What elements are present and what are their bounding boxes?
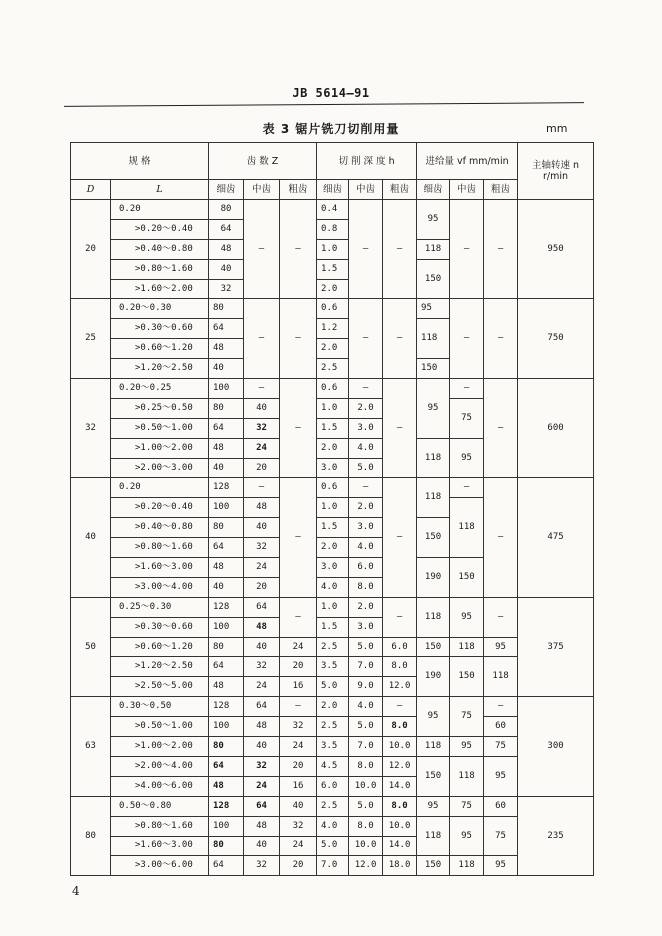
table-cell: >2.50～5.00 — [111, 677, 209, 697]
table-cell: — — [383, 200, 417, 299]
table-cell: 0.20 — [111, 200, 209, 220]
page-number: 4 — [72, 884, 80, 898]
table-cell: >0.50～1.00 — [111, 418, 209, 438]
table-cell: — — [450, 379, 484, 399]
table-cell: — — [383, 478, 417, 597]
spindle-speed-header: 主轴转速 n r/min — [518, 143, 594, 200]
table-cell: 100 — [209, 717, 244, 737]
table-cell: 2.5 — [317, 717, 349, 737]
table-cell: >0.30～0.60 — [111, 617, 209, 637]
table-cell: 95 — [417, 299, 450, 319]
table-cell: 118 — [450, 856, 484, 876]
table-cell: 95 — [484, 637, 518, 657]
table-cell: 10.0 — [383, 737, 417, 757]
table-cell: 118 — [417, 597, 450, 637]
table-cell: 100 — [209, 816, 244, 836]
table-cell: 5.0 — [349, 796, 383, 816]
table-cell: 300 — [518, 697, 594, 796]
table-cell: — — [484, 379, 518, 478]
table-cell: — — [349, 299, 383, 379]
table-row — [71, 200, 594, 220]
table-cell: 0.6 — [317, 379, 349, 399]
table-row — [71, 697, 594, 717]
table-cell: >0.80～1.60 — [111, 259, 209, 279]
table-cell: — — [484, 597, 518, 637]
table-cell: 32 — [280, 816, 317, 836]
table-cell: 2.5 — [317, 637, 349, 657]
table-cell: 24 — [280, 737, 317, 757]
table-cell: 8.0 — [349, 577, 383, 597]
table-cell: 32 — [244, 856, 280, 876]
table-cell: 24 — [280, 637, 317, 657]
table-cell: 10.0 — [349, 776, 383, 796]
table-row — [71, 637, 594, 657]
table-cell: 40 — [244, 836, 280, 856]
table-cell: 95 — [450, 597, 484, 637]
teeth-medium-header: 中齿 — [244, 180, 280, 200]
table-cell: 128 — [209, 478, 244, 498]
table-cell: 0.6 — [317, 478, 349, 498]
table-cell: 10.0 — [383, 816, 417, 836]
table-cell: 600 — [518, 379, 594, 478]
depth-fine-header: 细齿 — [317, 180, 349, 200]
table-cell: 48 — [209, 677, 244, 697]
table-cell: 14.0 — [383, 836, 417, 856]
table-cell: 24 — [280, 836, 317, 856]
table-cell: 5.0 — [349, 717, 383, 737]
table-cell: — — [280, 200, 317, 299]
unit-label: mm — [546, 122, 568, 135]
table-cell: 150 — [417, 756, 450, 796]
table-cell: 1.5 — [317, 518, 349, 538]
table-row — [71, 597, 594, 617]
table-cell: 24 — [244, 776, 280, 796]
table-cell: 4.0 — [349, 538, 383, 558]
table-cell: — — [349, 478, 383, 498]
table-cell: >2.00～4.00 — [111, 756, 209, 776]
table-cell: 12.0 — [383, 677, 417, 697]
table-cell: 20 — [280, 657, 317, 677]
table-cell: 64 — [244, 796, 280, 816]
table-cell: 14.0 — [383, 776, 417, 796]
table-cell: 32 — [244, 418, 280, 438]
table-cell: 128 — [209, 597, 244, 617]
table-cell: >1.00～2.00 — [111, 438, 209, 458]
table-cell: 150 — [417, 259, 450, 299]
table-cell: >1.60～3.00 — [111, 558, 209, 578]
table-cell: 80 — [209, 737, 244, 757]
table-cell: 3.0 — [349, 418, 383, 438]
table-cell: 40 — [280, 796, 317, 816]
cutting-parameters-table — [70, 142, 594, 876]
table-cell: 64 — [209, 538, 244, 558]
table-cell: 0.20～0.25 — [111, 379, 209, 399]
table-row — [71, 816, 594, 836]
table-cell: 20 — [280, 856, 317, 876]
teeth-coarse-header: 粗齿 — [280, 180, 317, 200]
table-cell: 48 — [244, 498, 280, 518]
table-cell: 0.30～0.50 — [111, 697, 209, 717]
feed-coarse-header: 粗齿 — [484, 180, 518, 200]
table-cell: >0.80～1.60 — [111, 816, 209, 836]
table-caption: 表 3 锯片铣刀切削用量 — [262, 122, 400, 136]
table-cell: 3.5 — [317, 657, 349, 677]
table-cell: — — [450, 299, 484, 379]
table-cell: — — [484, 200, 518, 299]
table-cell: 7.0 — [317, 856, 349, 876]
table-cell: 32 — [71, 379, 111, 478]
table-cell: 2.0 — [349, 597, 383, 617]
table-cell: >1.60～3.00 — [111, 836, 209, 856]
table-cell: 40 — [209, 359, 244, 379]
table-cell: 48 — [209, 438, 244, 458]
table-cell: 95 — [450, 737, 484, 757]
table-cell: >3.00～6.00 — [111, 856, 209, 876]
table-cell: 118 — [417, 319, 450, 359]
table-cell: — — [383, 379, 417, 478]
table-cell: — — [383, 597, 417, 637]
table-cell: 2.0 — [317, 339, 349, 359]
table-cell: 5.0 — [317, 836, 349, 856]
table-cell: 20 — [280, 756, 317, 776]
table-cell: >0.50～1.00 — [111, 717, 209, 737]
table-cell: 1.0 — [317, 597, 349, 617]
table-cell: >1.20～2.50 — [111, 359, 209, 379]
table-cell: 64 — [209, 856, 244, 876]
table-cell: — — [383, 697, 417, 717]
table-cell: 40 — [244, 637, 280, 657]
table-cell: 75 — [450, 398, 484, 438]
table-cell: 32 — [244, 538, 280, 558]
table-cell: 5.0 — [317, 677, 349, 697]
table-cell: 750 — [518, 299, 594, 379]
table-cell: — — [280, 299, 317, 379]
table-cell: 6.0 — [317, 776, 349, 796]
table-cell: 40 — [244, 398, 280, 418]
table-cell: 5.0 — [349, 458, 383, 478]
table-cell: 190 — [417, 558, 450, 598]
table-cell: >3.00～4.00 — [111, 577, 209, 597]
table-cell: 40 — [209, 458, 244, 478]
table-cell: 118 — [417, 239, 450, 259]
table-cell: 20 — [244, 458, 280, 478]
table-cell: 40 — [209, 577, 244, 597]
table-cell: 75 — [484, 816, 518, 856]
table-cell: 60 — [484, 717, 518, 737]
spec-header: 规 格 — [71, 143, 209, 180]
table-cell: 48 — [209, 339, 244, 359]
table-cell: 95 — [417, 379, 450, 439]
teeth-fine-header: 细齿 — [209, 180, 244, 200]
table-cell: 95 — [417, 200, 450, 240]
table-cell: 80 — [71, 796, 111, 876]
table-cell: 24 — [244, 677, 280, 697]
diameter-header: D — [71, 180, 111, 200]
table-cell: — — [244, 379, 280, 399]
table-cell: 80 — [209, 518, 244, 538]
table-cell: 150 — [450, 558, 484, 598]
table-cell: 3.5 — [317, 737, 349, 757]
table-cell: 2.5 — [317, 359, 349, 379]
table-row — [71, 796, 594, 816]
table-cell: 235 — [518, 796, 594, 876]
table-cell: 0.20 — [111, 478, 209, 498]
table-cell: 32 — [244, 756, 280, 776]
table-cell: 100 — [209, 617, 244, 637]
table-cell: 64 — [209, 319, 244, 339]
table-cell: 24 — [244, 438, 280, 458]
table-cell: 2.0 — [349, 498, 383, 518]
table-cell: 3.0 — [317, 458, 349, 478]
table-cell: 95 — [484, 856, 518, 876]
table-cell: 80 — [209, 836, 244, 856]
table-cell: 95 — [450, 438, 484, 478]
table-row — [71, 737, 594, 757]
table-cell: 4.0 — [317, 577, 349, 597]
width-header: L — [111, 180, 209, 200]
table-cell: 75 — [484, 737, 518, 757]
table-cell: 64 — [209, 219, 244, 239]
cutting-depth-header: 切 削 深 度 h — [317, 143, 417, 180]
table-cell: 2.0 — [317, 538, 349, 558]
table-cell: 16 — [280, 677, 317, 697]
table-cell: >0.20～0.40 — [111, 498, 209, 518]
table-cell: 150 — [417, 518, 450, 558]
table-cell: — — [280, 597, 317, 637]
table-cell: 3.0 — [349, 518, 383, 538]
table-cell: 118 — [417, 737, 450, 757]
table-cell: 0.25～0.30 — [111, 597, 209, 617]
depth-medium-header: 中齿 — [349, 180, 383, 200]
depth-coarse-header: 粗齿 — [383, 180, 417, 200]
table-cell: 3.0 — [349, 617, 383, 637]
table-cell: 1.0 — [317, 398, 349, 418]
table-cell: 1.2 — [317, 319, 349, 339]
table-cell: 118 — [450, 637, 484, 657]
table-cell: — — [383, 299, 417, 379]
table-cell: — — [349, 200, 383, 299]
table-cell: 100 — [209, 379, 244, 399]
table-row — [71, 756, 594, 776]
table-cell: 9.0 — [349, 677, 383, 697]
table-cell: 118 — [417, 816, 450, 856]
table-cell: >0.60～1.20 — [111, 339, 209, 359]
table-cell: 64 — [209, 418, 244, 438]
table-cell: 95 — [484, 756, 518, 796]
table-cell: 2.0 — [317, 438, 349, 458]
table-cell: 20 — [71, 200, 111, 299]
table-cell: 32 — [244, 657, 280, 677]
table-cell: >0.25～0.50 — [111, 398, 209, 418]
table-cell: 80 — [209, 299, 244, 319]
table-cell: 4.5 — [317, 756, 349, 776]
table-cell: 95 — [417, 697, 450, 737]
table-cell: 150 — [417, 637, 450, 657]
table-cell: 8.0 — [383, 657, 417, 677]
table-cell: 48 — [209, 239, 244, 259]
table-cell: 63 — [71, 697, 111, 796]
table-cell: 118 — [417, 438, 450, 478]
table-cell: 95 — [450, 816, 484, 856]
table-row — [71, 299, 594, 319]
table-cell: — — [244, 299, 280, 379]
table-cell: 128 — [209, 697, 244, 717]
table-cell: 375 — [518, 597, 594, 696]
table-cell: >0.20～0.40 — [111, 219, 209, 239]
table-cell: 48 — [244, 617, 280, 637]
table-cell: 1.5 — [317, 418, 349, 438]
table-cell: 6.0 — [383, 637, 417, 657]
table-cell: 150 — [417, 856, 450, 876]
table-cell: 18.0 — [383, 856, 417, 876]
table-cell: >0.40～0.80 — [111, 518, 209, 538]
table-cell: 150 — [450, 657, 484, 697]
table-cell: — — [484, 299, 518, 379]
table-cell: >0.40～0.80 — [111, 239, 209, 259]
table-cell: 2.0 — [317, 279, 349, 299]
table-cell: 7.0 — [349, 657, 383, 677]
table-cell: — — [280, 478, 317, 597]
table-cell: 48 — [244, 816, 280, 836]
table-cell: 75 — [450, 697, 484, 737]
table-cell: >2.00～3.00 — [111, 458, 209, 478]
table-cell: 50 — [71, 597, 111, 696]
table-cell: 32 — [209, 279, 244, 299]
table-row — [71, 657, 594, 677]
table-cell: 95 — [417, 796, 450, 816]
table-cell: 60 — [484, 796, 518, 816]
table-cell: 1.0 — [317, 498, 349, 518]
table-cell: 40 — [244, 737, 280, 757]
table-cell: 64 — [209, 657, 244, 677]
feed-rate-header: 进给量 vf mm/min — [417, 143, 518, 180]
table-cell: >1.00～2.00 — [111, 737, 209, 757]
table-cell: 1.5 — [317, 617, 349, 637]
table-cell: 4.0 — [317, 816, 349, 836]
standard-number: JB 5614—91 — [292, 86, 370, 100]
table-cell: >0.60～1.20 — [111, 637, 209, 657]
table-cell: 24 — [244, 558, 280, 578]
table-cell: 118 — [450, 498, 484, 558]
teeth-count-header: 齿 数 Z — [209, 143, 317, 180]
table-cell: 0.6 — [317, 299, 349, 319]
table-cell: 80 — [209, 637, 244, 657]
table-cell: 2.0 — [317, 697, 349, 717]
table-cell: — — [484, 478, 518, 597]
table-cell: 0.50～0.80 — [111, 796, 209, 816]
table-cell: 32 — [280, 717, 317, 737]
table-cell: >1.20～2.50 — [111, 657, 209, 677]
table-cell: 64 — [209, 756, 244, 776]
table-cell: 1.5 — [317, 259, 349, 279]
table-cell: — — [244, 478, 280, 498]
table-cell: 12.0 — [383, 756, 417, 776]
table-cell: 100 — [209, 498, 244, 518]
table-cell: — — [244, 200, 280, 299]
table-cell: >0.30～0.60 — [111, 319, 209, 339]
table-cell: 0.8 — [317, 219, 349, 239]
table-cell: 64 — [244, 697, 280, 717]
table-cell: >4.00～6.00 — [111, 776, 209, 796]
table-cell: 20 — [244, 577, 280, 597]
table-cell: 12.0 — [349, 856, 383, 876]
table-cell: 8.0 — [349, 816, 383, 836]
table-cell: 64 — [244, 597, 280, 617]
table-cell: — — [450, 200, 484, 299]
table-cell: 475 — [518, 478, 594, 597]
table-cell: 0.20～0.30 — [111, 299, 209, 319]
table-cell: 75 — [450, 796, 484, 816]
table-cell: 5.0 — [349, 637, 383, 657]
table-cell: >0.80～1.60 — [111, 538, 209, 558]
table-row — [71, 478, 594, 498]
table-cell: 8.0 — [383, 717, 417, 737]
table-cell: 7.0 — [349, 737, 383, 757]
table-cell: 80 — [209, 200, 244, 220]
table-cell: 150 — [417, 359, 450, 379]
table-cell: — — [280, 379, 317, 478]
table-cell: 25 — [71, 299, 111, 379]
table-cell: — — [280, 697, 317, 717]
table-cell: 8.0 — [383, 796, 417, 816]
table-cell: 1.0 — [317, 239, 349, 259]
table-cell: — — [484, 697, 518, 717]
table-cell: 2.5 — [317, 796, 349, 816]
table-cell: 4.0 — [349, 697, 383, 717]
table-cell: 4.0 — [349, 438, 383, 458]
table-cell: 190 — [417, 657, 450, 697]
table-cell: 2.0 — [349, 398, 383, 418]
table-cell: 6.0 — [349, 558, 383, 578]
table-cell: 118 — [484, 657, 518, 697]
table-cell: 80 — [209, 398, 244, 418]
table-cell: 8.0 — [349, 756, 383, 776]
feed-fine-header: 细齿 — [417, 180, 450, 200]
header-rule — [64, 102, 584, 107]
table-cell: >1.60～2.00 — [111, 279, 209, 299]
table-cell: 40 — [244, 518, 280, 538]
table-cell: 118 — [450, 756, 484, 796]
table-cell: 48 — [209, 558, 244, 578]
table-cell: 48 — [209, 776, 244, 796]
table-cell: 10.0 — [349, 836, 383, 856]
feed-medium-header: 中齿 — [450, 180, 484, 200]
table-row — [71, 379, 594, 399]
table-cell: 3.0 — [317, 558, 349, 578]
table-cell: 128 — [209, 796, 244, 816]
table-cell: 48 — [244, 717, 280, 737]
table-cell: — — [349, 379, 383, 399]
table-cell: 118 — [417, 478, 450, 518]
table-cell: 16 — [280, 776, 317, 796]
table-cell: 0.4 — [317, 200, 349, 220]
table-row — [71, 856, 594, 876]
table-cell: 40 — [71, 478, 111, 597]
table-cell: 40 — [209, 259, 244, 279]
table-row — [71, 717, 594, 737]
table-cell: — — [450, 478, 484, 498]
table-cell: 950 — [518, 200, 594, 299]
